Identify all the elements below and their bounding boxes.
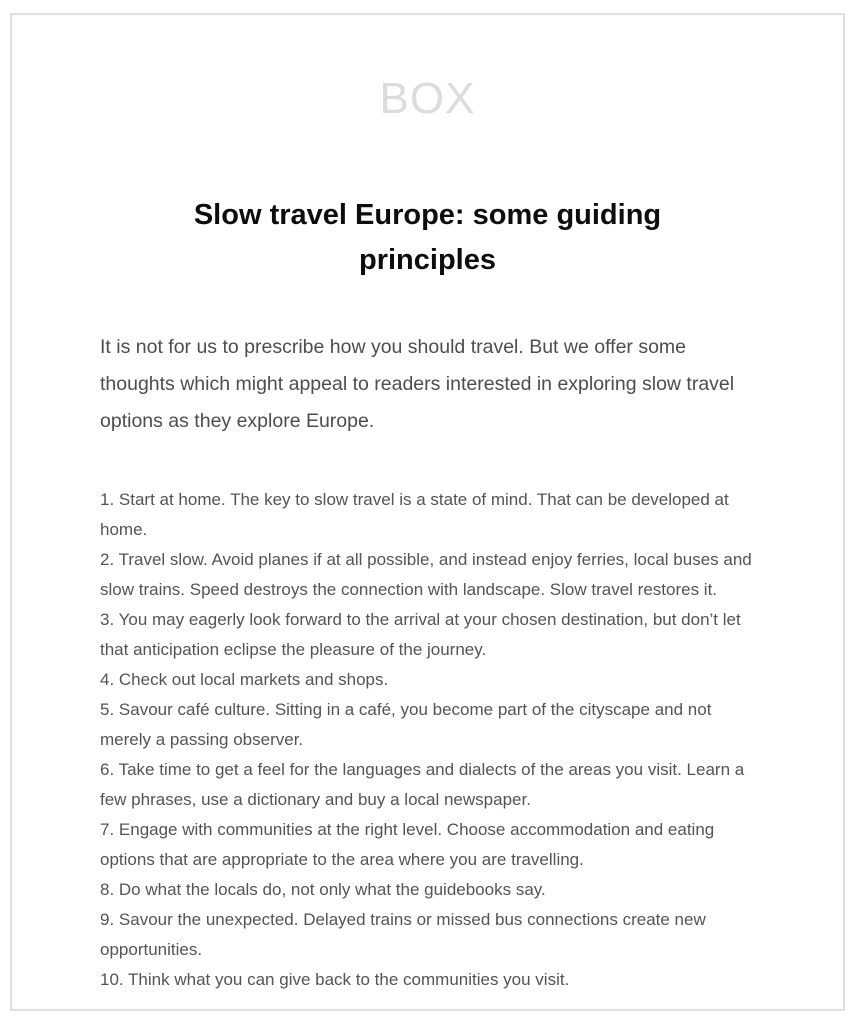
principle-item-10: 10. Think what you can give back to the communities you visit. <box>100 970 570 989</box>
page-title: Slow travel Europe: some guiding principles <box>193 199 662 276</box>
principle-item-5: 5. Savour café culture. Sitting in a café, you become part of the cityscape and not merely a passing observer. <box>100 700 712 749</box>
content-box <box>10 13 845 1011</box>
principle-item-3: 3. You may eagerly look forward to the arrival at your chosen destination, but don’t let that anticipation eclipse the pleasure of the journey. <box>100 610 741 659</box>
principle-item-2: 2. Travel slow. Avoid planes if at all possible, and instead enjoy ferries, local buses and slow trains. Speed destroys the connection with landscape. Slow travel restores it. <box>100 550 752 599</box>
principle-item-6: 6. Take time to get a feel for the languages and dialects of the areas you visit. Learn a few phrases, use a dictionary and buy a local newspaper. <box>100 760 745 809</box>
box-kicker: BOX <box>379 74 476 123</box>
principle-item-4: 4. Check out local markets and shops. <box>100 670 389 689</box>
principle-item-1: 1. Start at home. The key to slow travel is a state of mind. That can be developed at home. <box>100 490 729 539</box>
intro-paragraph: It is not for us to prescribe how you should travel. But we offer some thoughts which might appeal to readers interested in exploring slow travel options as they explore Europe. <box>100 336 735 432</box>
principle-item-9: 9. Savour the unexpected. Delayed trains or missed bus connections create new opportunities. <box>100 910 706 959</box>
principle-item-8: 8. Do what the locals do, not only what the guidebooks say. <box>100 880 546 899</box>
principles-list <box>100 485 755 995</box>
principle-item-7: 7. Engage with communities at the right level. Choose accommodation and eating options that are appropriate to the area where you are travelling. <box>100 820 715 869</box>
